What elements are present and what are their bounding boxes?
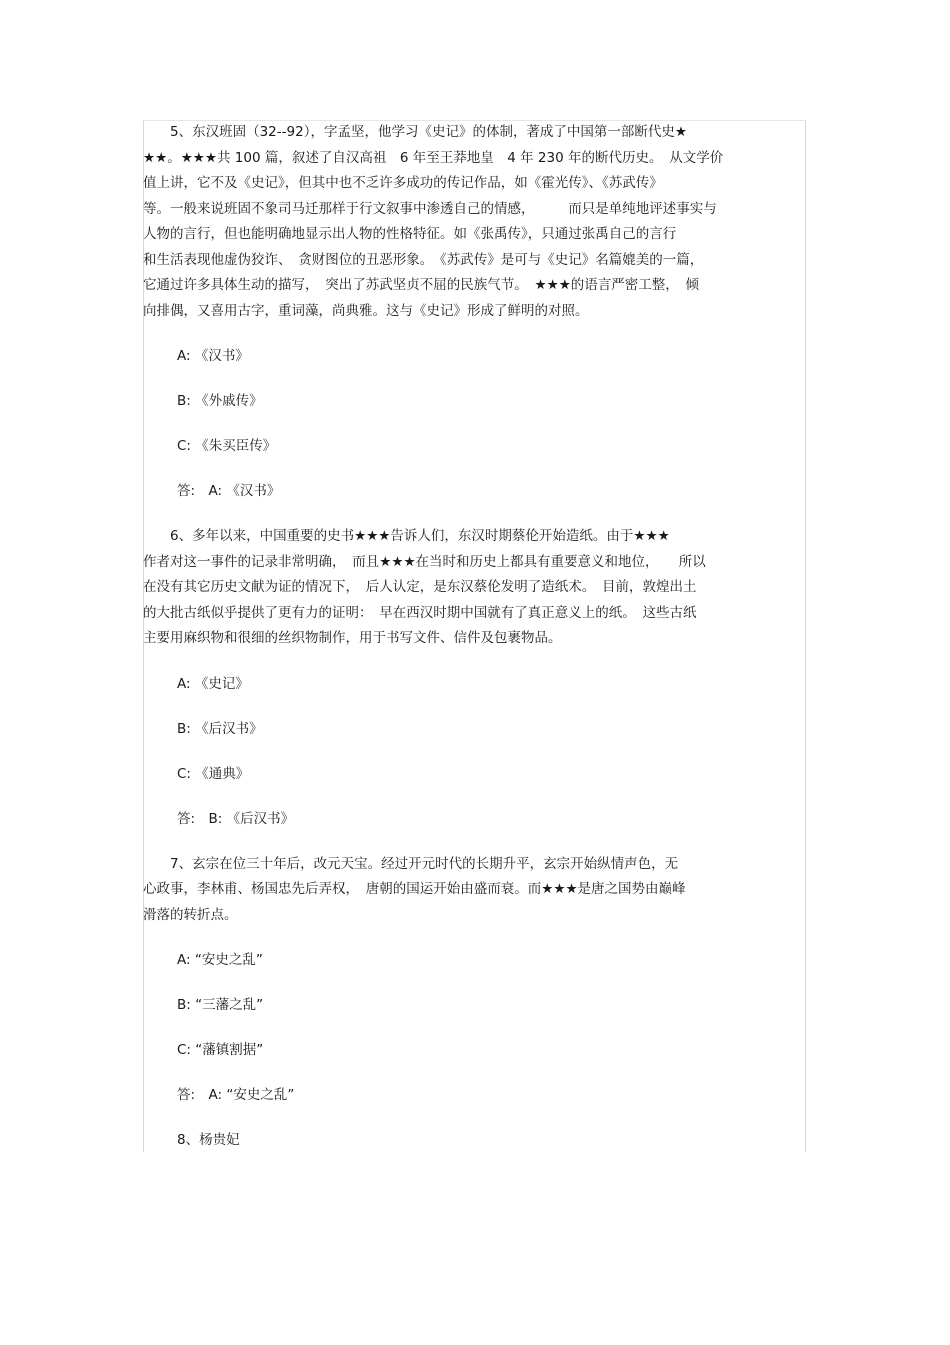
question-7 (143, 852, 807, 1129)
option-a: A: “安史之乱” (177, 952, 263, 968)
option-b: B: 《后汉书》 (177, 720, 263, 737)
option-b: B: 《外戚传》 (177, 393, 263, 409)
answer: 答: B: 《后汉书》 (177, 810, 295, 827)
stem-line: 5、东汉班固（32--92），字孟坚，他学习《史记》的体制，著成了中国第一部断代史★ (143, 124, 688, 140)
stem-line: ★★。★★★共 100 篇，叙述了自汉高祖 6 年至王莽地皇 4 年 230 年的断代历史。 从文学价 (143, 149, 724, 166)
option-c: C: “藩镇割据” (177, 1042, 264, 1058)
question-stem (143, 120, 807, 324)
answer: 答: A: “安史之乱” (177, 1087, 295, 1103)
option-c: C: 《朱买臣传》 (177, 438, 277, 454)
stem-line: 主要用麻织物和很细的丝织物制作，用于书写文件、信件及包裹物品。 (143, 630, 562, 646)
question-stem (143, 852, 807, 929)
stem-line: 值上讲，它不及《史记》，但其中也不乏许多成功的传记作品，如《霍光传》、《苏武传》 (143, 175, 663, 191)
stem-line: 在没有其它历史文献为证的情况下， 后人认定，是东汉蔡伦发明了造纸术。 目前，敦煌出土 (143, 579, 697, 595)
option-b: B: “三藩之乱” (177, 997, 264, 1013)
stem-line: 心政事，李林甫、杨国忠先后弄权， 唐朝的国运开始由盛而衰。而★★★是唐之国势由巅峰 (143, 881, 686, 897)
question-8-heading: 8、杨贵妃 (177, 1132, 240, 1148)
question-5 (143, 120, 807, 524)
stem-line: 人物的言行，但也能明确地显示出人物的性格特征。如《张禹传》，只通过张禹自己的言行 (143, 226, 677, 242)
option-a: A: 《史记》 (177, 675, 249, 692)
stem-line: 向排偶，又喜用古字，重词藻，尚典雅。这与《史记》形成了鲜明的对照。 (143, 302, 589, 319)
document-body (143, 120, 807, 1153)
question-stem (143, 524, 807, 652)
stem-line: 6、多年以来，中国重要的史书★★★告诉人们，东汉时期蔡伦开始造纸。由于★★★ (143, 528, 670, 544)
stem-line: 作者对这一事件的记录非常明确， 而且★★★在当时和历史上都具有重要意义和地位， 所以 (143, 553, 706, 570)
question-6 (143, 524, 807, 852)
stem-line: 它通过许多具体生动的描写， 突出了苏武坚贞不屈的民族气节。 ★★★的语言严密工整， 倾 (143, 277, 700, 293)
answer: 答: A: 《汉书》 (177, 483, 281, 499)
stem-line: 滑落的转折点。 (143, 906, 238, 923)
stem-line: 7、玄宗在位三十年后，改元天宝。经过开元时代的长期升平，玄宗开始纵情声色，无 (143, 855, 679, 872)
option-a: A: 《汉书》 (177, 348, 249, 364)
stem-line: 和生活表现他虚伪狡诈、 贪财图位的丑恶形象。 《苏武传》是可与《史记》名篇媲美的一篇， (143, 251, 704, 268)
stem-line: 等。一般来说班固不象司马迁那样于行文叙事中渗透自己的情感， 而只是单纯地评述事实与 (143, 200, 717, 217)
option-c: C: 《通典》 (177, 765, 250, 782)
stem-line: 的大批古纸似乎提供了更有力的证明： 早在西汉时期中国就有了真正意义上的纸。 这些古纸 (143, 604, 697, 621)
